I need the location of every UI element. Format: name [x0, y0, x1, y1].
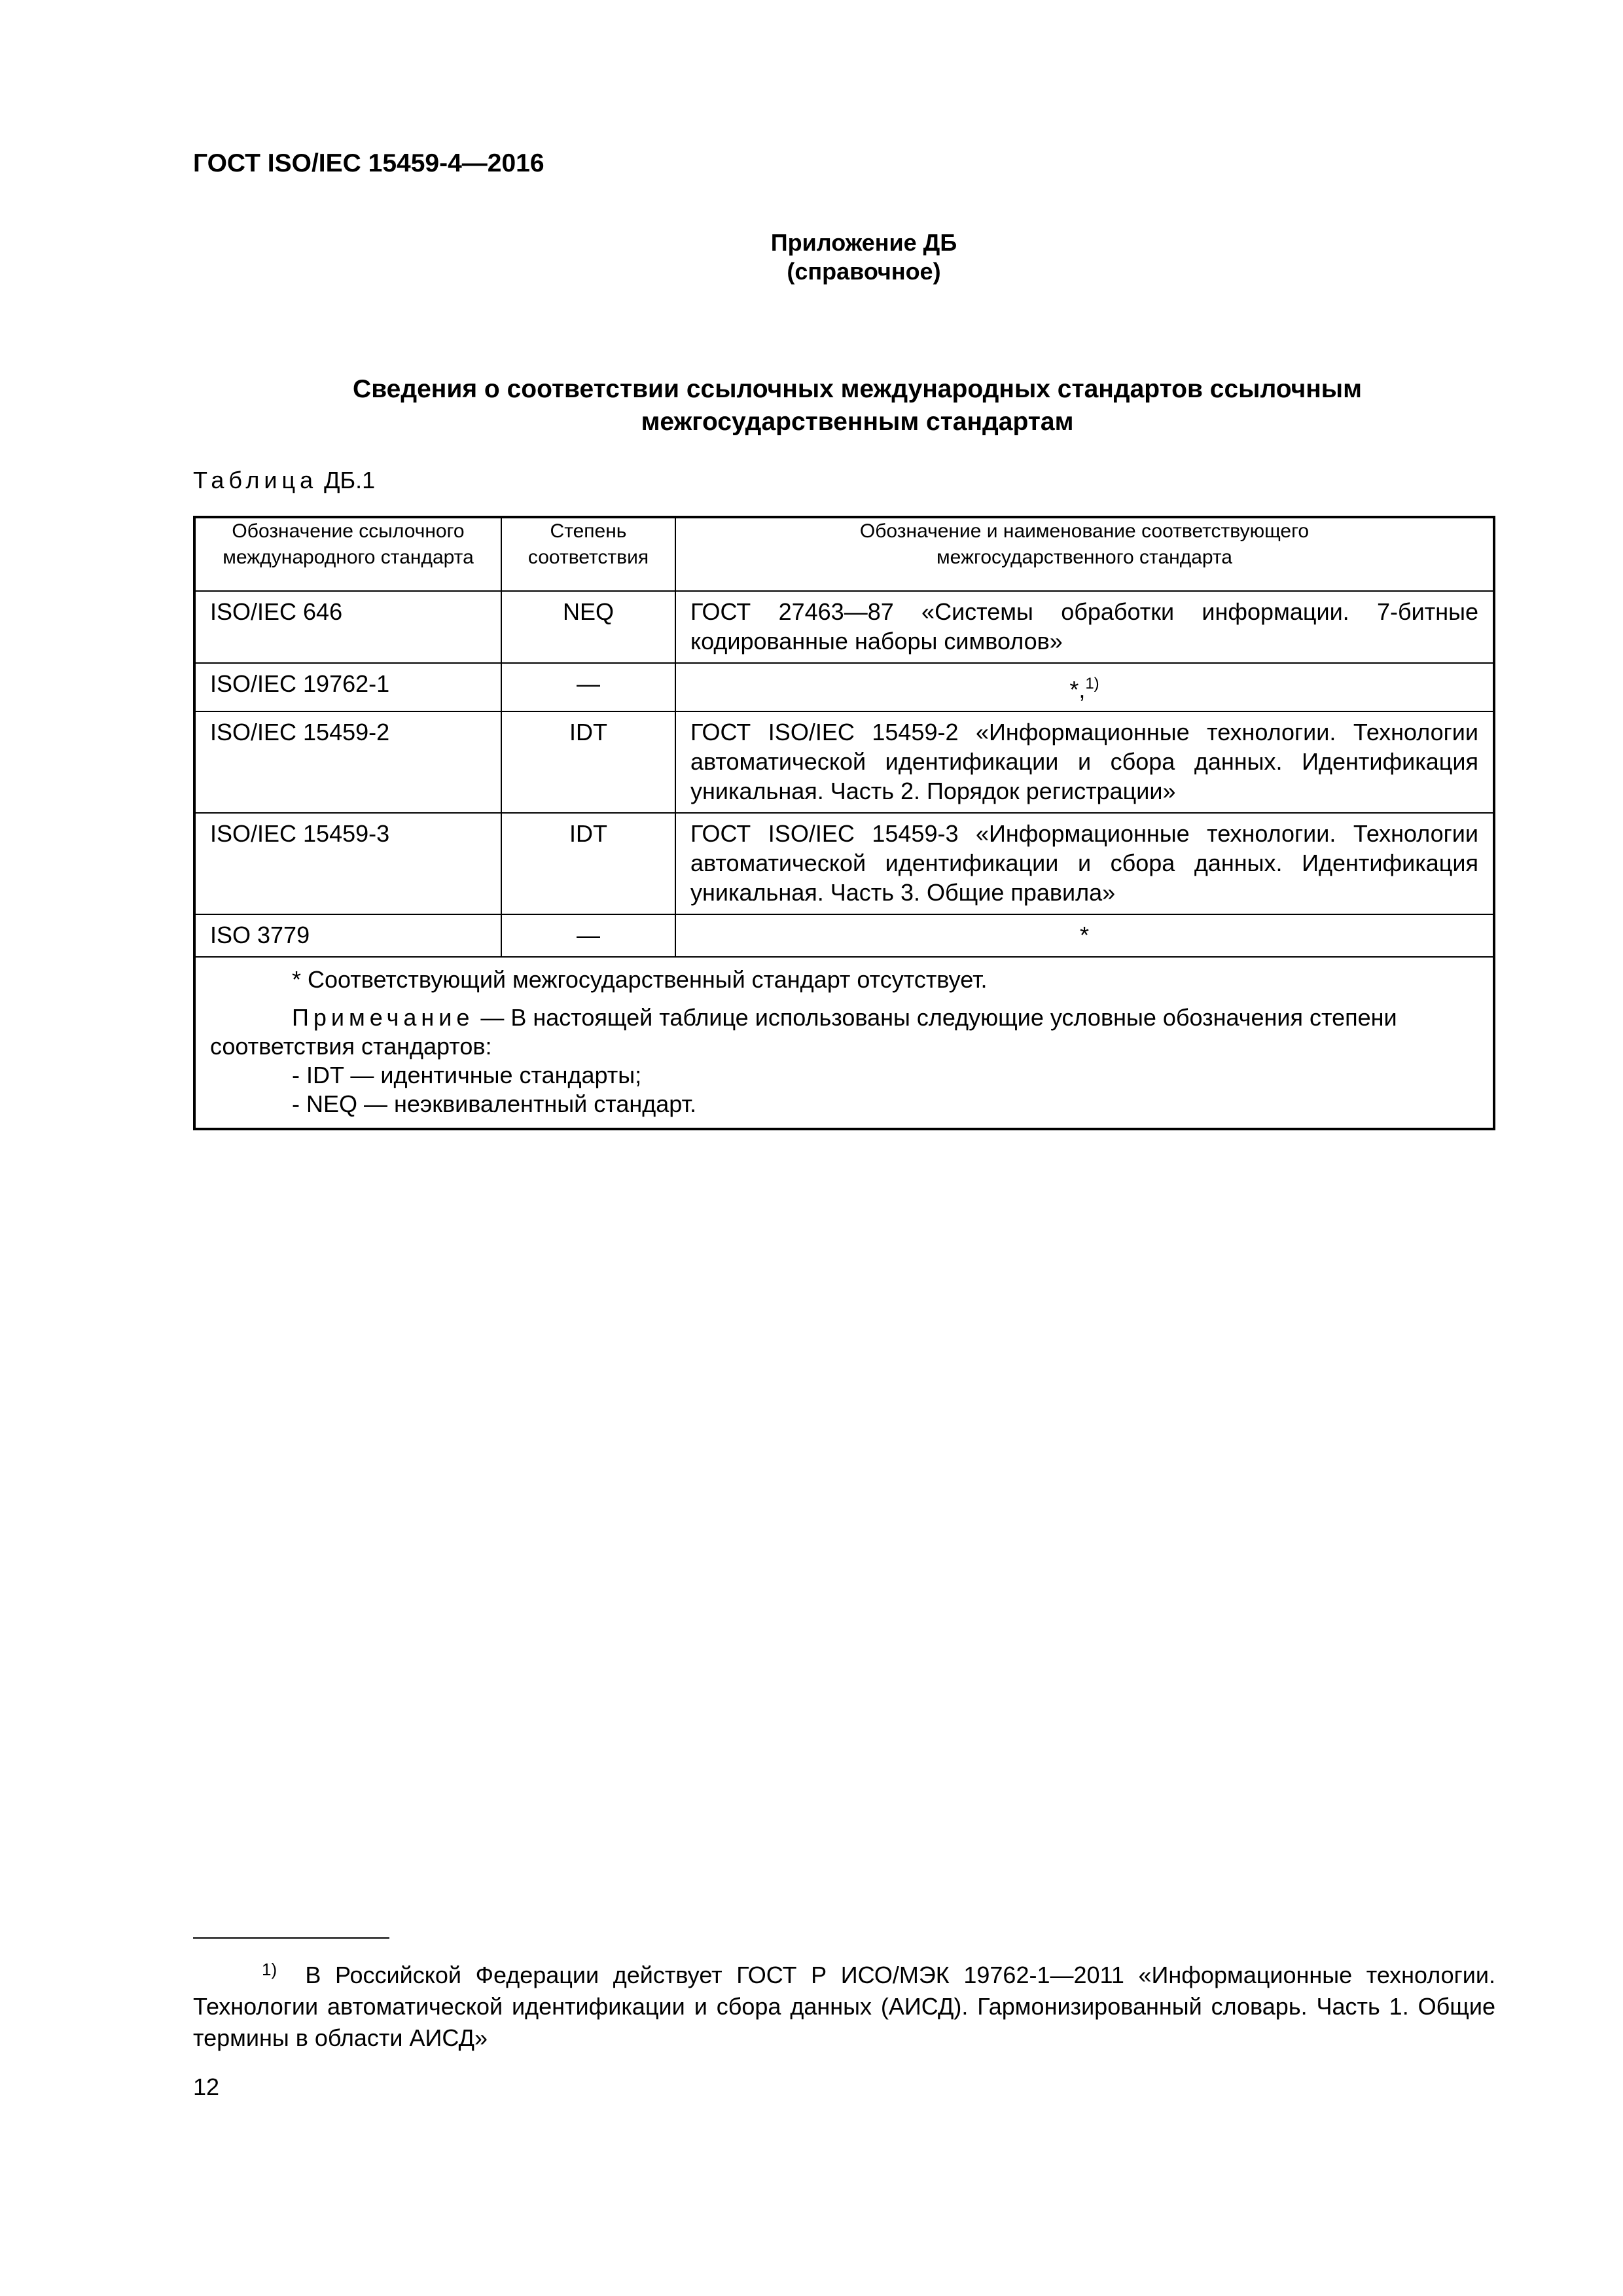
degree-cell: NEQ	[562, 598, 614, 625]
degree-cell: IDT	[569, 719, 607, 745]
table-row	[194, 813, 1494, 914]
header-correspondence-degree	[501, 517, 675, 591]
footnote	[193, 1954, 1495, 2054]
table-caption-word: Таблица	[193, 467, 318, 493]
header-line: Степень	[550, 520, 627, 542]
footnote-separator	[193, 1937, 389, 1939]
header-line: Обозначение ссылочного	[232, 520, 465, 542]
annex-kind: (справочное)	[787, 258, 941, 285]
table-row	[194, 914, 1494, 957]
annex-title: Приложение ДБ	[770, 229, 957, 256]
correspondence-table	[193, 516, 1495, 1130]
header-interstate-standard	[675, 517, 1494, 591]
legend-item-idt: - IDT — идентичные стандарты;	[292, 1062, 642, 1088]
header-line: Обозначение и наименование соответствующего	[859, 520, 1310, 542]
footnote-marker: 1)	[262, 1960, 277, 1979]
note-label: Примечание	[292, 1004, 474, 1031]
reference-standard-cell: ISO/IEC 19762-1	[210, 670, 390, 697]
degree-cell: —	[577, 670, 600, 697]
document-title	[288, 373, 1427, 439]
page-number: 12	[193, 2073, 220, 2100]
reference-standard-cell: ISO/IEC 15459-2	[210, 719, 390, 745]
table-caption-id: ДБ.1	[324, 467, 376, 493]
document-title-line-2: межгосударственным стандартам	[641, 408, 1074, 436]
degree-cell: IDT	[569, 820, 607, 847]
header-line: межгосударственного стандарта	[936, 547, 1232, 568]
asterisk-mark: *,	[1069, 676, 1086, 703]
reference-standard-cell: ISO/IEC 15459-3	[210, 820, 390, 847]
header-line: международного стандарта	[223, 547, 474, 568]
interstate-standard-cell: ГОСТ ISO/IEC 15459-2 «Информационные технологии. Технологии автоматической идентификации и сбора данных. Идентификация уникальная. Часть 2. Порядок регистрации»	[690, 719, 1478, 804]
reference-standard-cell: ISO 3779	[210, 922, 310, 948]
interstate-standard-cell: ГОСТ ISO/IEC 15459-3 «Информационные технологии. Технологии автоматической идентификации и сбора данных. Идентификация уникальная. Часть 3. Общие правила»	[690, 820, 1478, 906]
table-row	[194, 663, 1494, 711]
interstate-standard-cell: *	[1079, 922, 1089, 948]
legend-item-neq: - NEQ — неэквивалентный стандарт.	[292, 1090, 697, 1117]
table-note	[210, 1003, 1478, 1061]
note-text: — В настоящей таблице использованы следующие условные обозначения степени соответствия стандартов:	[210, 1004, 1397, 1060]
footnote-text: В Российской Федерации действует ГОСТ Р ИСО/МЭК 19762-1—2011 «Информационные технологии. Технологии автоматической идентификации и сбора данных (АИСД). Гармонизированный словарь. Часть 1. Общие термины в области АИСД»	[193, 1962, 1495, 2051]
table-notes-row	[194, 957, 1494, 1129]
asterisk-note: * Соответствующий межгосударственный стандарт отсутствует.	[292, 966, 988, 993]
standard-header: ГОСТ ISO/IEC 15459-4—2016	[193, 149, 544, 177]
table-notes	[196, 958, 1493, 1128]
reference-standard-cell: ISO/IEC 646	[210, 598, 343, 625]
degree-cell: —	[577, 922, 600, 948]
document-title-line-1: Сведения о соответствии ссылочных международных стандартов ссылочным	[353, 375, 1362, 403]
table-row	[194, 711, 1494, 813]
interstate-standard-cell: ГОСТ 27463—87 «Системы обработки информации. 7-битные кодированные наборы символов»	[690, 598, 1478, 655]
footnote-reference: 1)	[1085, 675, 1099, 692]
header-reference-standard	[194, 517, 501, 591]
interstate-standard-cell	[676, 664, 1493, 711]
table-caption	[193, 467, 375, 494]
table-header-row	[194, 517, 1494, 591]
header-line: соответствия	[527, 547, 649, 568]
table-row	[194, 591, 1494, 663]
